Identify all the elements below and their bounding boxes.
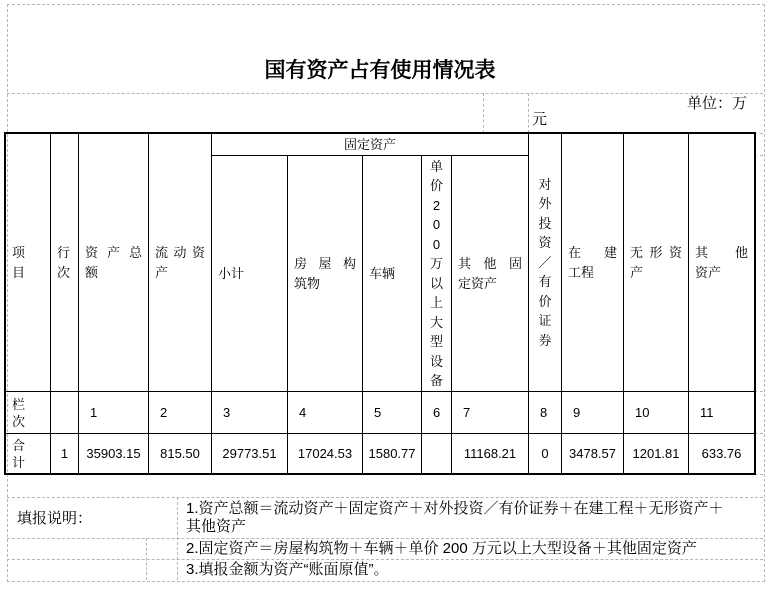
colno-cell: 8 xyxy=(528,391,562,434)
grid-line-unit-row-left xyxy=(483,93,484,133)
note-item-1: 1.资产总额＝流动资产＋固定资产＋对外投资／有价证券＋在建工程＋无形资产＋ 其他资产 xyxy=(186,499,724,535)
colno-cell: 2 xyxy=(148,391,212,434)
col-header-construction-in-progress: 在建 工程 xyxy=(561,133,624,392)
grid-gutter-line xyxy=(754,433,763,434)
col-header-buildings: 房屋构 筑物 xyxy=(287,155,363,392)
unit-label-line1: 单位：万 xyxy=(686,95,747,112)
grid-line-under-title xyxy=(7,93,763,94)
total-cell-external-investment: 0 xyxy=(528,433,562,475)
total-cell-other-fixed-assets: 11168.21 xyxy=(451,433,529,475)
total-cell-subtotal: 29773.51 xyxy=(211,433,288,475)
note-item-3: 3.填报金额为资产“账面原值”。 xyxy=(186,560,389,578)
col-header-other-assets: 其他 资产 xyxy=(688,133,755,392)
col-header-total-assets: 资产总 额 xyxy=(78,133,149,392)
col-header-item: 项 目 xyxy=(5,133,51,392)
col-header-external-investment: 对 外 投 资 ／ 有 价 证 券 xyxy=(528,133,562,392)
page-title: 国有资产占有使用情况表 xyxy=(264,59,496,82)
unit-label-line2: 元 xyxy=(532,111,548,128)
total-cell-vehicles: 1580.77 xyxy=(362,433,422,475)
grid-gutter-line xyxy=(754,391,763,392)
colno-cell: 9 xyxy=(561,391,624,434)
total-cell-buildings: 17024.53 xyxy=(287,433,363,475)
col-header-current-assets: 流动资 产 xyxy=(148,133,212,392)
col-header-row-no: 行 次 xyxy=(50,133,79,392)
colno-cell xyxy=(50,391,79,434)
col-header-intangible-assets: 无形资 产 xyxy=(623,133,689,392)
col-header-subtotal: 小计 xyxy=(211,155,288,392)
total-cell-total-assets: 35903.15 xyxy=(78,433,149,475)
total-cell-large-equipment xyxy=(421,433,452,475)
col-header-other-fixed-assets: 其他固 定资产 xyxy=(451,155,529,392)
notes-label: 填报说明： xyxy=(17,510,93,527)
unit-label xyxy=(528,96,747,128)
row-label-total: 合 计 xyxy=(5,433,51,475)
colno-cell: 10 xyxy=(623,391,689,434)
total-cell-construction: 3478.57 xyxy=(561,433,624,475)
total-cell-current-assets: 815.50 xyxy=(148,433,212,475)
colno-cell: 5 xyxy=(362,391,422,434)
row-label-column-no: 栏 次 xyxy=(5,391,51,434)
colno-cell: 7 xyxy=(451,391,529,434)
colno-cell: 4 xyxy=(287,391,363,434)
note-item-2: 2.固定资产＝房屋构筑物＋车辆＋单价 200 万元以上大型设备＋其他固定资产 xyxy=(186,539,697,557)
group-header-fixed-assets: 固定资产 xyxy=(211,133,529,156)
grid-line-notes-col-b xyxy=(177,497,178,580)
colno-cell: 11 xyxy=(688,391,755,434)
grid-gutter-line xyxy=(754,474,763,475)
col-header-large-equipment: 单 价 2 0 0 万 以 上 大 型 设 备 xyxy=(421,155,452,392)
colno-cell: 3 xyxy=(211,391,288,434)
total-cell-row-no: 1 xyxy=(50,433,79,475)
colno-cell: 6 xyxy=(421,391,452,434)
grid-gutter-line xyxy=(754,133,763,134)
grid-gutter-line xyxy=(754,155,763,156)
grid-line-notes-col-a xyxy=(146,538,147,580)
total-cell-other-assets: 633.76 xyxy=(688,433,755,475)
colno-cell: 1 xyxy=(78,391,149,434)
col-header-vehicles: 车辆 xyxy=(362,155,422,392)
total-cell-intangible-assets: 1201.81 xyxy=(623,433,689,475)
